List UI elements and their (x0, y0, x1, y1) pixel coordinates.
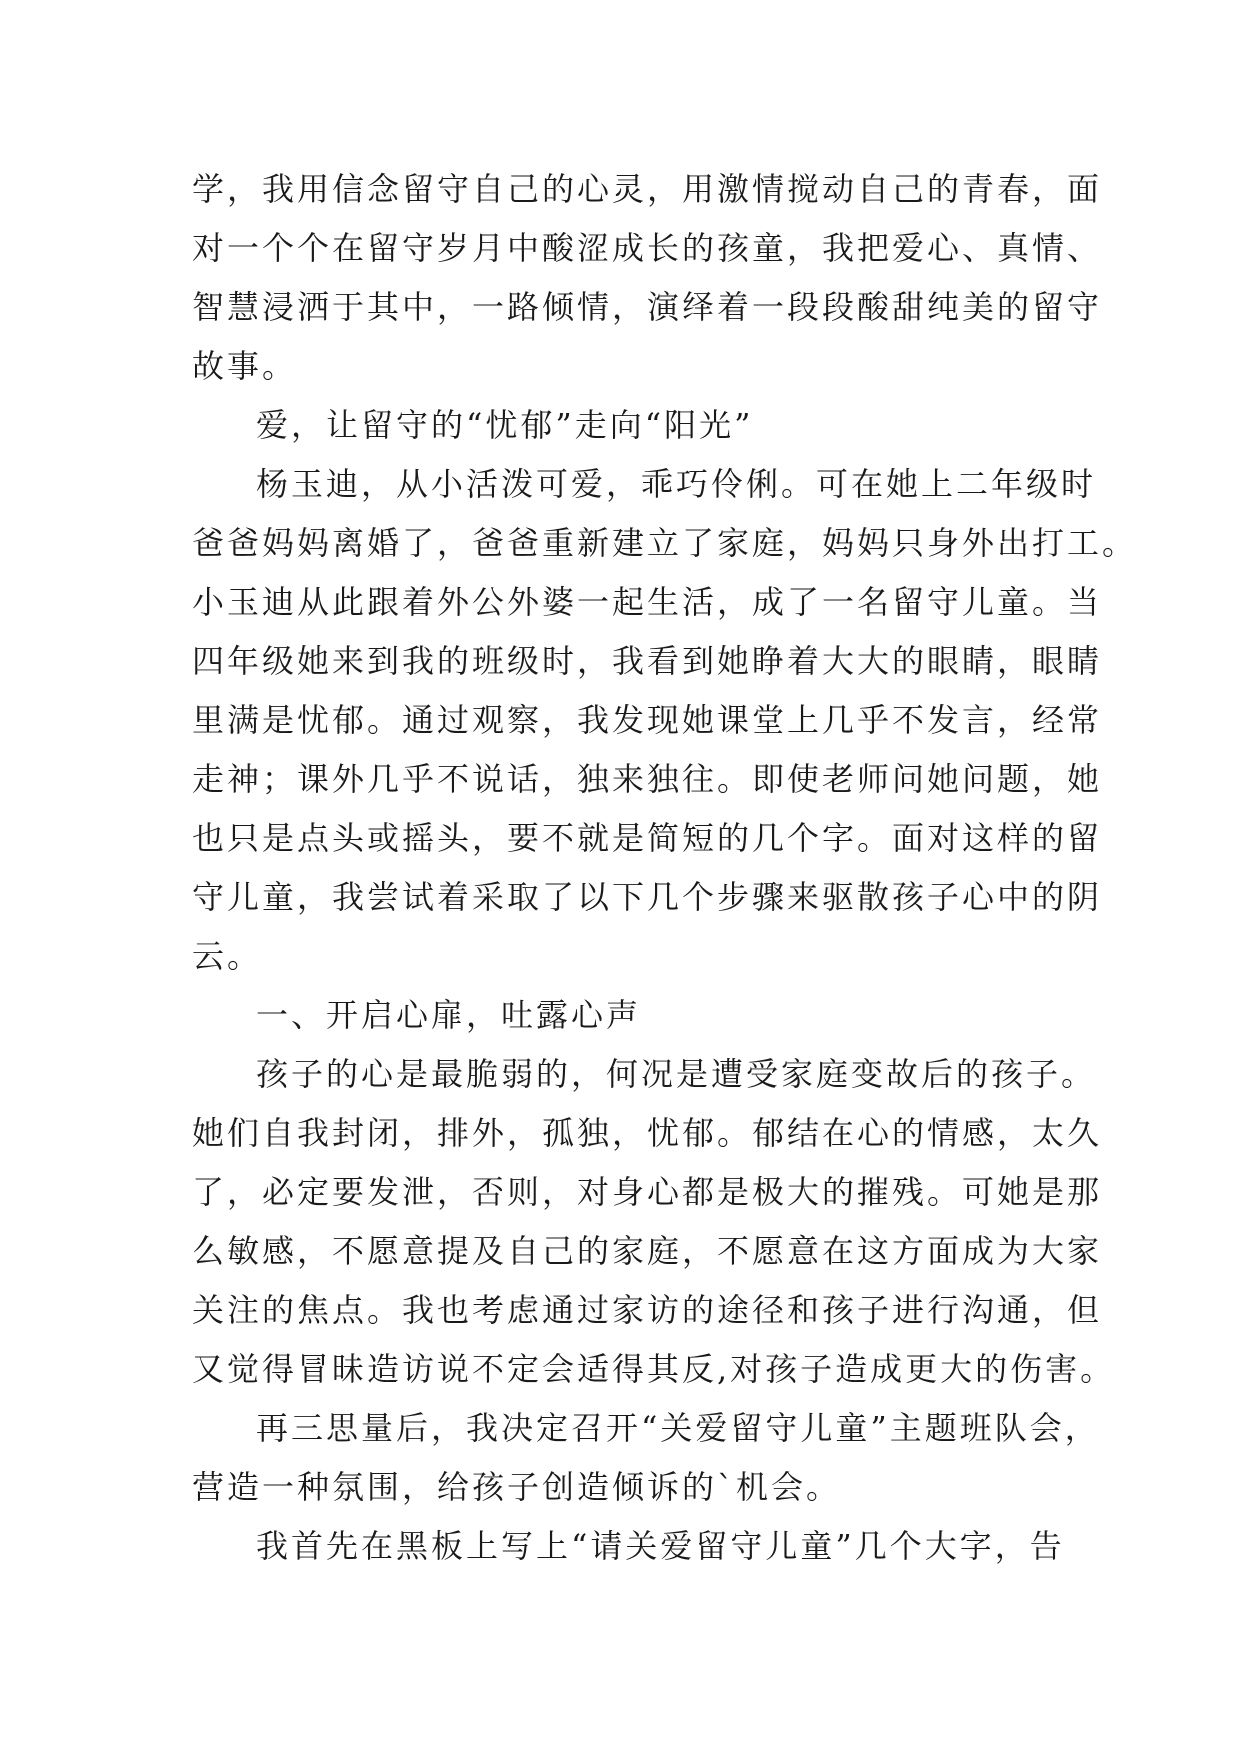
text-line: 故事。 (192, 347, 298, 385)
document-body (192, 160, 1138, 1576)
text-line: 智慧浸洒于其中，一路倾情，演绎着一段段酸甜纯美的留守 (192, 288, 1103, 326)
text-line: 杨玉迪，从小活泼可爱，乖巧伶俐。可在她上二年级时 (256, 465, 1097, 503)
text-line: 四年级她来到我的班级时，我看到她睁着大大的眼睛，眼睛 (192, 642, 1103, 680)
text-line: 关注的焦点。我也考虑通过家访的途径和孩子进行沟通，但 (192, 1291, 1103, 1329)
text-line: 一、开启心扉，吐露心声 (256, 996, 642, 1034)
text-line: 也只是点头或摇头，要不就是简短的几个字。面对这样的留 (192, 819, 1103, 857)
text-line: 孩子的心是最脆弱的，何况是遭受家庭变故后的孩子。 (256, 1055, 1097, 1093)
text-line: 小玉迪从此跟着外公外婆一起生活，成了一名留守儿童。当 (192, 583, 1103, 621)
text-line: 学，我用信念留守自己的心灵，用激情搅动自己的青春，面 (192, 170, 1103, 208)
text-line: 我首先在黑板上写上“请关爱留守儿童”几个大字，告 (256, 1527, 1065, 1565)
text-line: 爸爸妈妈离婚了，爸爸重新建立了家庭，妈妈只身外出打工。 (192, 524, 1138, 562)
text-line: 她们自我封闭，排外，孤独，忧郁。郁结在心的情感，太久 (192, 1114, 1103, 1152)
text-line: 了，必定要发泄，否则，对身心都是极大的摧残。可她是那 (192, 1173, 1103, 1211)
text-line: 营造一种氛围，给孩子创造倾诉的`机会。 (192, 1468, 842, 1506)
text-line: 守儿童，我尝试着采取了以下几个步骤来驱散孩子心中的阴 (192, 878, 1103, 916)
text-line: 么敏感，不愿意提及自己的家庭，不愿意在这方面成为大家 (192, 1232, 1103, 1270)
text-line: 再三思量后，我决定召开“关爱留守儿童”主题班队会， (256, 1409, 1100, 1447)
text-line: 云。 (192, 937, 263, 975)
text-line: 又觉得冒昧造访说不定会适得其反,对孩子造成更大的伤害。 (192, 1350, 1116, 1388)
text-line: 走神；课外几乎不说话，独来独往。即使老师问她问题，她 (192, 760, 1103, 798)
text-line: 对一个个在留守岁月中酸涩成长的孩童，我把爱心、真情、 (192, 229, 1103, 267)
text-line: 里满是忧郁。通过观察，我发现她课堂上几乎不发言，经常 (192, 701, 1103, 739)
text-line: 爱，让留守的“忧郁”走向“阳光” (256, 406, 754, 444)
